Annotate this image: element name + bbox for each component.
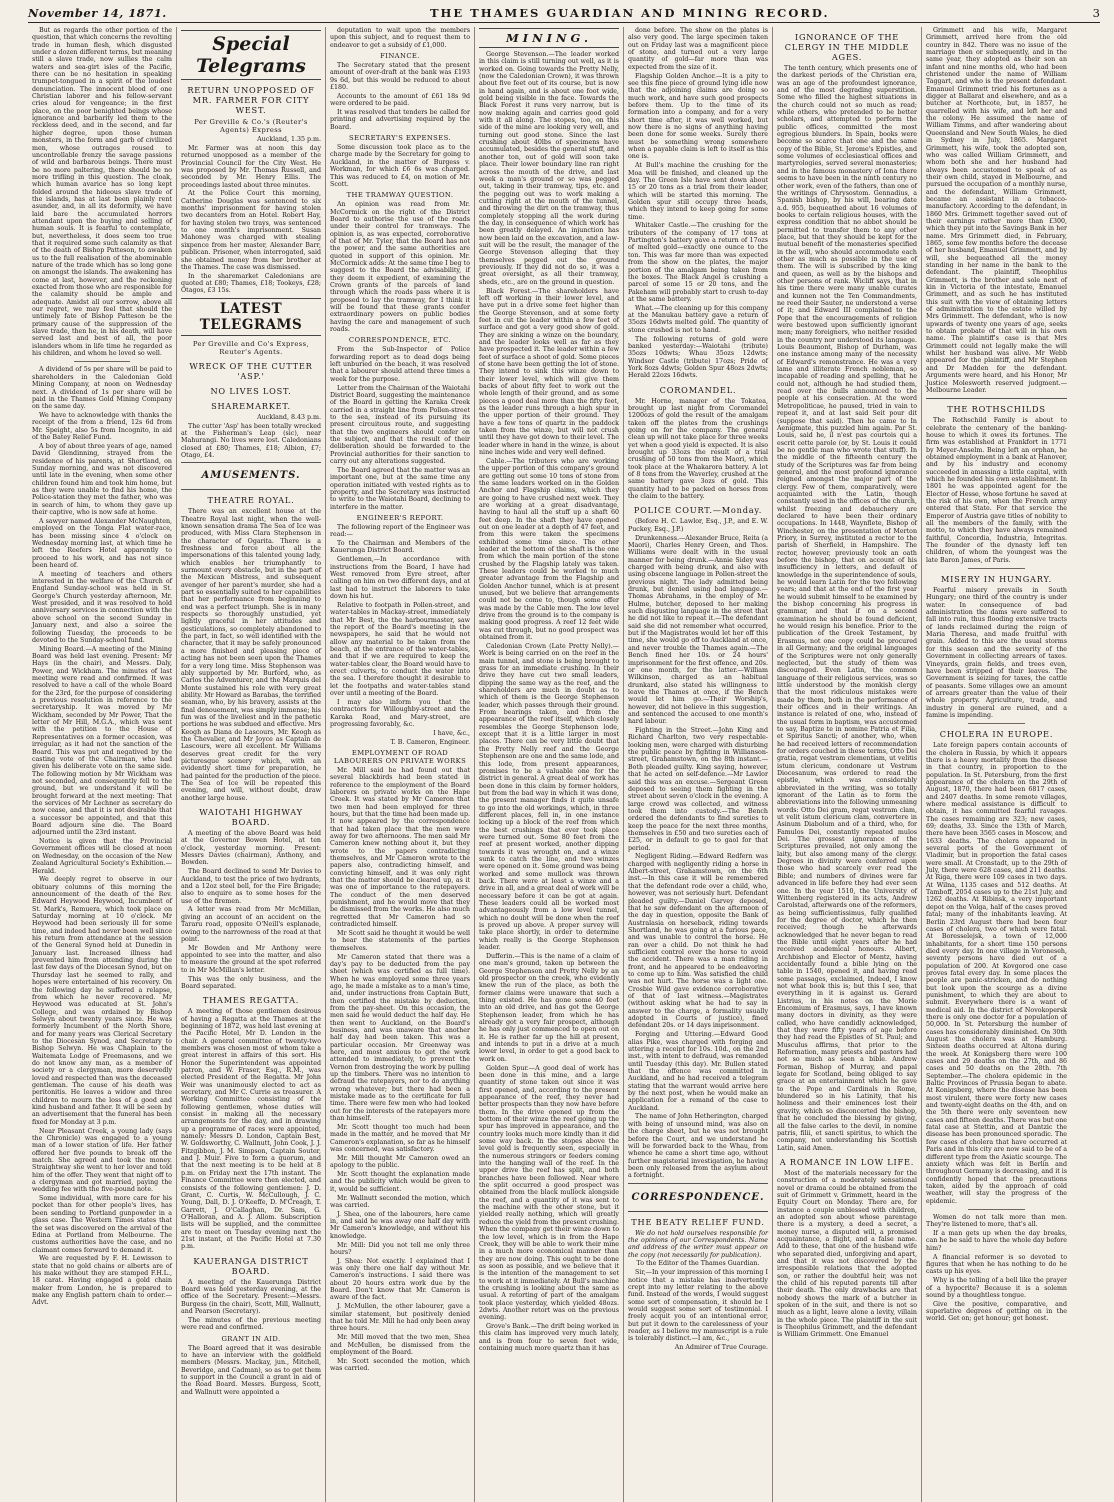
paragraph: The Board declined to send Mr Davies to Auckland, to test the price of two hydrants, and a 12oz steel bell, for the Fire Brigade; also to enquire as to some hoses for the use of the firemen. <box>181 868 321 905</box>
paragraph: From the Sub-Inspector of Police forwarding report as to dead dogs being left unburied on the beach, it was resolved that a labourer should attend three times a week for the purpose. <box>330 346 470 383</box>
paragraph: I may also inform you that the contractors for Willoughby-street and the Karaka Road, and Mary-street, are progressing favorably, &c. <box>330 698 470 728</box>
paragraph: Mr Bowden and Mr Anthony were appointed to see into the matter, and also to measure the ground at the spot referred to in Mr McMillan's letter. <box>181 944 321 974</box>
article-heading: THE BEATY RELIEF FUND. <box>631 1216 765 1227</box>
newspaper-title: THE THAMES GUARDIAN AND MINING RECORD. <box>429 6 830 20</box>
article-heading: RETURN UNOPPOSED OF MR. FARMER FOR CITY WEST. <box>187 85 315 115</box>
paragraph: If a man gets up when the day breaks, can he be said to have the whole day before him? <box>926 1230 1067 1252</box>
paragraph: Mr Cameron stated that there was a day's pay to be deducted from the pay sheet (which was certified as full time). When he was employed some three years ago, he made a mistake as to a man's time, and, under instructions from Captain Butt, then certified the mistake by deduction, from the pay-sheet. On this occasion, the men said he would deduct the half day. He then went to Auckland, on the Board's business, and was unaware that another half day had been taken. This was a particular occasion. Mr Greenway was here, and most anxious to get the work attended to immediately, to prevent the Vernon from destroying the work by pulling up the timbers. There was no intention to defraud the ratepayers, nor to do anything wrong whatever; but there had been a mistake made as to the certificate for full time. There were few men who had looked out for the interests of the ratepayers more than himself. <box>330 953 470 1123</box>
section-heading: AMUSEMENTS. <box>181 462 321 490</box>
article-heading: MISERY IN HUNGARY. <box>940 574 1053 585</box>
paragraph: J. Shea: Not exactly. I explained that I was only there one half day without Mr. Cameron's instructions. I said there was about 20 hours extra work due by the Board. Don't know that Mr. Cameron is aware of the fact. <box>330 1257 470 1302</box>
column-3 <box>326 27 475 1502</box>
section-heading: Special Telegrams <box>181 30 321 80</box>
paragraph: Grove's Bank.—The drift being worked in this claim has improved very much lately, and is from four to seven feet wide, containing much more quartz than it has <box>479 1323 619 1353</box>
sub-heading: CORRESPONDENCE, ETC. <box>348 336 452 345</box>
article-heading: WRECK OF THE CUTTER 'ASP.' <box>189 360 313 381</box>
paragraph: Black Forest.—The shareholders have left off working in their lower level, and have put in a drive some feet higher than the George Stevenson, and at some forty feet in cut the leader within a few feet of surface and got a very good show of gold. They are sinking a winze on the boundary, and the leader looks well as far as they have prospected it. The leader within a few feet of surface a shoot of gold. Some pieces of stone have been getting the lot of stone. They intend to sink this winze down to their lower level, which will give them backs of about fifty feet to work out the whole length of their ground, and as some pieces a good deal more than the fifty feet, as the leader runs through a high spur in the upper portion of their ground. They have a few tons of quartz in the paddock taken from the winze, but will not crush until they have got down to their level. The leader where in hand in the winze, is about nine inches wide and very well defined. <box>479 287 619 457</box>
dateline: An Admirer of True Courage. <box>674 1344 768 1352</box>
columns <box>28 27 1100 1502</box>
paragraph: Dufferin.—This is the name of a claim of one man's ground, taken up between the George Stephenson and Pretty Nelly by an old prospector on the creek, who evidently knew the run of the place, as both the former claims were unaware that such a thing existed. He has gone some 40 feet into an old drive, and has got the George Stephenson leader, from which he has already got a very fair prospect, although he has only just commenced to open out on it. He is rather far up the hill at present, and intends to put in a drive at a much lower level, in order to get a good back to work on. <box>479 952 619 1063</box>
paragraph: We are requested by F. H. Lewisson to state that no gold chains or alberts are of his make without they are stamped F.H.L., 18 carat. Having engaged a gold chain maker from London, he is prepared to make any English pattern chain to order.—Advt. <box>32 1255 172 1307</box>
paragraph: The Rothschild Family is about to celebrate the centenary of the banking-house to which it owes its fortunes. The firm was established at Frankfort in 1771 by Meyer-Anselm. Being left an orphan, he obtained employment in a bank at Hanover, and by his industry and economy succeeded in amassing a little capital, with which he founded his own establishment. In 1801 he was appointed agent for the Elector of Hesse, whose fortune he saved at the risk of his own, when the French army entered that State. For that service the Emperor of Austria gave titles of nobility to all the members of the family, with the motto, to which they have always remained faithful, Concordia, Industria, Integritas. The founder of the dynasty left ten children, of whom the youngest was the late Baron James, of Paris. <box>926 417 1067 564</box>
column-6 <box>773 27 922 1502</box>
column-4 <box>475 27 624 1502</box>
section-heading: LATEST TELEGRAMS <box>181 298 321 336</box>
paragraph: Grimmett and his wife, Margaret Grimmett, arrived here from the old country in 842. There was no issue of the marriage then or subsequently, and in the same year, they adopted as their son an infant and nine months old, who had been christened under the name of William Taggart, and who is the present defendant. Emanuel Grimmett tried his fortunes as a digger at Ballarat and elsewhere, and as a butcher at Northcote, but, in 1857, he quarrelled with his wife, and left her and the colony. He assumed the name of William Timms, and after wandering about Queensland and New South Wales, he died in Sydney in July, 1865. Margaret Grimmett, his wife, took the adopted son, who was called William Grimmett, and whom both she and her husband had always been accustomed to speak of as their own child, stayed in Melbourne, and pursued the occupation of a monthly nurse, and the defendant, William Grimmett, became an assistant in a tobacco-manufactory. According to the defendant, in 1860 Mrs. Grimmett together saved out of their earnings rather more than £300, which they put into the Savings Bank in her name. Mrs Grimmett died, in February, 1865, some few months before the decease of her husband, Emanuel Grimmett, and by will, she bequeathed all the money standing in her name in the bank to the defendant. The plaintiff, Theophilus Grimmett, is the brother and sole next of kin in Victoria of the intestate, Emanuel Grimmett, and as such he has instituted this suit with the view of obtaining letters of administration to the estate willed by Mrs Grimmett. The defendant, who is now upwards of twenty one years of age, seeks to obtain probate of that will in his own name. The plaintiff's case is that Mrs Grimmett could not legally make the will whilst her husband was alive. Mr Webb appeared for the plaintiff, and Mr Stephen and Dr Madden for the defendant. Arguments were heard, and his Honor, Mr Justice Molesworth reserved judgment.—Melbourne Leader. <box>926 27 1067 394</box>
section-heading: CORRESPONDENCE. <box>628 1183 768 1212</box>
paragraph: George Stevenson.—The leader worked in this claim is still turning out well, as it is worked on. Going towards the Pretty Nelly, (now the Caledonian Crown), it was thrown about five feet out of its course, but is now in hand again, and is about one foot wide, gold being visible in the face. Towards the Black Forest it runs very narrow, but is now making again and carries good gold with it all along. The stopes, too, on this side of the mine are looking very well, and turning out good stone. Since the last crushing about 40lbs of specimens have accumulated, besides the general stuff, and another ton, out of gold will soon take place. Their lower boundary line ran right across the mouth of the drive, and last week a man's ground or so was pegged out, taking in their tramway, tips, etc. and the pegging out was to work making a cutting right at the mouth of the tunnel, and throwing the dirt on the tramway, thus completely stopping all the work during the day, in consequence of which work has been greatly delayed. An injunction has now been laid on the excavation, and a law-suit will be the result, the manager of the George Stevenson alleging that they themselves pegged out the ground previously. If they did not do so, it was a great oversight, as all their tramway, sheds, etc., are on the ground in question. <box>479 51 619 286</box>
paragraph: Notice is given that the Provincial Government offices will be closed at noon on Wednesday, on the occasion of the New Zealand Agricultural Society's Exhibition.— Herald. <box>32 838 172 875</box>
paragraph: A financial reformer is so devoted to figures that when he has nothing to do he casts up his eyes. <box>926 1253 1067 1276</box>
paragraph: Flagship Golden Anchor.—It is a pity to see this fine piece of ground lying idle now that the adjoining claims are doing so much work, and have such good prospects before them. Up to the time of its formation into a company, and for a very short time after, it was well worked, but now there is no signs of anything having been done for some weeks. Surely there must be something wrong somewhere when a payable claim is left to itself as this one is. <box>628 72 768 161</box>
article-heading: CHOLERA IN EUROPE. <box>939 729 1054 740</box>
paragraph: The following report of the Engineer was read:— <box>330 523 470 539</box>
paragraph: The minutes of the previous meeting were read and confirmed. <box>181 1316 321 1332</box>
salutation: To the Editor of the Thames Guardian. <box>636 1260 760 1268</box>
dateline: Auckland, 8.43 p.m. <box>257 413 321 421</box>
paragraph: Accounts to the amount of £61 18s 9d were ordered to be paid. <box>330 92 470 108</box>
divider <box>926 398 1067 399</box>
article-heading: A ROMANCE IN LOW LIFE. <box>779 1156 915 1167</box>
paragraph: A meeting of those gentlemen desirous of having a Regatta at the Thames at the beginning of 1872, was held last evening at the Pacific Hotel, Mr D. London in the chair. A general committee of twenty-two members was chosen most of whom take a great interest in affairs of this sort. His Honor the Superintendent was appointed patron, and W. Fraser, Esq., R.M., was elected President of the Regatta. Mr John Weir was unanimously elected to act as secretary, and Mr C. Currie as treasurer. A Working Committee consisting of the following gentlemen, whose duties will consist in making all the necessary arrangements for the day, and in drawing up a programme of races were appointed, namely: Messrs D. London, Captain Best, W. Goldsworthy, C. Wallnutt, John Cook, J. J. Fitzgibbon, J. M. Simpson, Captain Souter, and J. Muir. Five to form a quorum, and that the next meeting is to be held at 8 p.m. on Friday next the 17th instant. The Finance Committee were then elected, and consists of the following gentlemen: J. D. Grant, C. Curtis, W. McCullough, J. C. Young, Dall, D. J. O'Keeffe, D. M'Creagh, T. Garrett, J. O'Callaghan, Dr. Sam, G. O'Halloran, and A. J. Allom. Subscription lists will be supplied, and the committee are to meet on Tuesday evening next the 21st instant, at the Pacific Hotel at 7.30 p.m. <box>181 1008 321 1251</box>
paragraph: At Bull's machine the crushing for the Moa will be finished, and cleaned up the day. The Green Isle have sent down about 15 or 20 tons as a trial from their leader, which will be started this morning. The Golden spur still occupy three heads, which they intend to keep going for some time. <box>628 162 768 221</box>
sub-heading: GRANT IN AID. <box>221 1334 281 1343</box>
paragraph: Cable.—The tributers who are working the upper portion of this company's ground are getting out some 10 tons of stone from the same leaders worked on in the Golden Anchor and Flagship claims, which they are going to have crushed next week. They are working at a great disadvantage, having to haul all the stuff up a shaft 60 feet deep. In the shaft they have opened out on one leader at a depth of 47 feet, and from this were taken the specimens exhibited some time since. The other leader at the bottom of the shaft is the one from which the main portion of the stone crushed by the Flagship lately was taken. These leaders could be worked to much greater advantage from the Flagship and Golden Anchor tunnel, which is at present unused, but we believe that arrangements could not be come to, though some offer was made by the Cable men. The low level drive from the ground is to the company is making good progress. A reef 12 feet wide was cut through, but no good prospect was obtained from it. <box>479 457 619 642</box>
paragraph: Mr. Scott seconded the motion, which was carried. <box>330 1357 470 1373</box>
paragraph: A meeting of the above Board was held at the Governor Bowen Hotel, at ten o'clock, yesterday morning. Present: Messrs Davies (chairman), Anthony, and Bowden. <box>181 830 321 867</box>
paragraph: J. Shea, one of the labourers, here came in, and said he was away one half day with Mr Cameron's knowledge, and without his knowledge. <box>330 1210 470 1240</box>
paragraph: Golden Spur.—A good deal of work has been done in this mine, and a large quantity of stone taken out since it was first opened, and, according to the present appearance of the reef, they never had better prospects than they now have before them. In the drive opened up from the bottom of their winze the reef going up the spur has improved in appearance, and the country looks much more kindly than it did some way back. In the stopes above the level gold is frequently seen, especially in the numerous stringers or feeders coming into the hanging wall of the reef. In the upper drive the reef has split, and both branches have been followed. Near where the split occurred a good prospect was obtained from the black mullock alongside the reef, and a quantity of it was sent to the machine with the other stone, but it yielded really nothing, which will greatly reduce the yield from the present crushing. When the company get their winze down to the low level, which is in from the Hape Creek, they will be able to work their mine in a much more economical manner than they are now doing. This ought to be done as soon as possible, and we believe that it is the intention of the management to set to work at it immediately. At Bull's machine the crushing is looking about the same as usual. A retorting of part of the amalgam took place yesterday, which yielded 48ozs. 2dwts. Another retort was on the previous evening. <box>479 1064 619 1322</box>
paragraph: Caledonian Crown (Late Pretty Nelly).—Work is being carried on on the reef in the main tunnel, and stone is being brought to grass for an immediate crushing. In their drive they have cut two small leaders, dipping the same way as the reef, and the shareholders are much in doubt as to which of them is the George Stephenson leader, which passes through their ground. From bearings taken, and from the appearance of the reef itself, which closely resembles the George Stephenson lode, except that it is a little larger in most places. There can be very little doubt that the Pretty Nelly reef and the George Stephenson are one and the same lode, and this lode, from present appearances, promises to be a valuable one for the district in general. A great deal of work has been done in this claim by former holders, but from the bad way in which it was done, the present manager finds it quite unsafe to go into the old workings, which, in three different places, fell in, in one instance locking up a block of the reef from which the best crushings that ever took place were turned out. Some 80 feet from the reef at present worked, another dipping towards it was wrought on, and a winze sunk to catch the line, and two winzes were opened on it. Some ground was being worked and some mullock was thrown back. There were at least a winze and a drive in all, and a great deal of work will be necessary before it can be got at again. These leaders could all be worked most advantageously from a low level tunnel, which no doubt will be done when the reef is proved up above. A proper survey will take place shortly, in order to determine which really is the George Stephenson leader. <box>479 643 619 952</box>
sub-heading: FINANCE. <box>380 52 420 61</box>
sub-heading: Per Greville and Co's Express, Reuter's Agents. <box>192 339 310 356</box>
article-heading: POLICE COURT.—Monday. <box>633 505 763 516</box>
paragraph: In the sharemarket Caledonians are quoted at £80; Thames, £18; Tookeys, £28; Otagos, £3 15s. <box>181 272 321 295</box>
section-heading: MINING. <box>479 28 619 48</box>
paragraph: Mr. Mill said he had found out that several blackbirds had been stated in reference to the employment of the Board laborers on private works on the Hape Creek. It was stated by Mr Cameron that two men had been employed for three hours, but that the time had been made up. It now appeared by the correspondence that had taken place that the men were away for two afternoons. The men said Mr Cameron knew nothing about it, but they wrote to the papers contradicting themselves, and Mr Cameron wrote to the papers also, contradicting himself, and convicting himself, and it was only right that the matter should be cleared up, as it was one of importance to the ratepayers. The conduct of the men deserved punishment, and he would move that they be dismissed from the works. He also much regretted that Mr Cameron had so contradicted himself. <box>330 766 470 929</box>
paragraph: Letter from the Chairman of the Waiotahi District Board, suggesting the maintenance of the Board in getting the Karaka Creek carried in a straight line from Pollen-street to the sea, instead of its pursuing its present circuitous route, and suggesting that the two engineers should confer on the subject, and that the result of their deliberation should be forwarded to the Provincial authorities for their sanction to carry out any alterations suggested. <box>330 384 470 466</box>
paragraph: Mr. Mill: Did you not tell me only three hours? <box>330 1241 470 1256</box>
paragraph: Relative to footpath in Pollen-street, and water-tables in Mackay-street, immediately that Mr Best, the the harbourmaster, saw the report of the Board's meeting in the newspapers, he said that he would not allow any material to be taken from the beach, at the entrance of the water-tables, and that if we are required to keep the water-tables clear, the Board would have to erect culverts, to conduct the water into the sea. I therefore thought it desirable to let the footpaths and water-tables stand over until a meeting of the Board. <box>330 601 470 697</box>
paragraph: At the Police Court this morning, Catherine Douglas was sentenced to six months' imprisonment for having stolen two decanters from an Hotel. Robert Hay, for having stolen two trays, was sentenced to one month's imprisonment. Susan Mahoney was charged with stealing sixpence from her master, Alexander Barr, publican. Prisoner, when interrogated, said she obtained money from her brother at the Thames. The case was dismissed. <box>181 190 321 271</box>
paragraph: A letter was read from Mr McMillan, giving an account of an accident on the Tararu road, opposite O'Neill's esplanade, owing to the narrowness of the road at that point. <box>181 906 321 943</box>
article-heading: THE ROTHSCHILDS <box>947 404 1046 415</box>
paragraph: Mr. Scott thought the explanation made and the publicity which would be given to it, would be sufficient. <box>330 1170 470 1193</box>
paragraph: Sir,—In your impression of this morning I notice that a mistake has inadvertently crept into my letter relating to the above fund. Instead of the words, I would suggest some sort of compensation, it should be I would suggest some sort of testimonial. I freely acquit you of an intentional error, but put it down to the carelessness of your reader, as I believe my manuscript is a rule is tolerably distinct.—I am, &c., <box>628 1269 768 1343</box>
divider <box>74 361 130 362</box>
paragraph: A meeting of teachers and others interested in the welfare of the Church of England Sunday-school was held in St. George's Church yesterday afternoon, Mr. West presided, and it was resolved to hold anniversary services in connection with the above school on the second Sunday in January next, and also a soiree the following Tuesday, the proceeds to be devoted to the Sunday-school fund. <box>32 570 172 644</box>
editorial-note: We do not hold ourselves responsible for the opinions of our Correspondents. Name and address of the writer must appear on the copy (not necessarily for publication). <box>628 1229 768 1259</box>
paragraph: A meeting of the Kauerunga District Board was held yesterday evening, at the office of the Secretary. Present:—Messrs. Burgess (in the chair), Scott, Mill, Wallnutt, and Pearson (Secretary). <box>181 1278 321 1315</box>
paragraph: Mr Scott said he thought it would be well to hear the statements of the parties themselves. <box>330 929 470 952</box>
dateline: Auckland, 1.35 p.m. <box>257 136 321 143</box>
paragraph: Gentlemen,—In accordance with instructions from the Board, I have had West removed from Eyre street, after calling on him on two different days, and at last had to instruct the laborers to take down his hut. <box>330 556 470 601</box>
paragraph: We deeply regret to observe in our obituary columns of this morning the announcement of the death of the Rev. Edward Heywood Heywood, Incumbent of St. Mark's, Remuera, which took place on Saturday morning at 10 o'clock. Mr Heywood had been seriously ill for some time, and indeed had never been well since his return from attendance at the session of the General Synod held at Dunedin in January last. Increased illness had prevented him from attending during the last few days of the Diocesan Synod, but on Thursday last he seemed to rally, and hopes were entertained of his recovery. On the following day he suffered a relapse, from which he never recovered. Mr Heywood was educated at St. John's College, and was ordained by Bishop Selwyn about twenty years since. He was formerly Incumbent of the North Shore, and for many years was Clerical Secretary to the Diocesan Synod, and Secretary to Bishop Selwyn. He was Chaplain to the Waitemata Lodge of Freemasons, and we do not know any man, as a member of society or a clergyman, more deservedly loved and respected than was the deceased gentleman. The cause of his death was peritonitis. He leaves a widow and three children to mourn the loss of a good and kind husband and father. It will be seen by an advertisement that the funeral has been fixed for Monday at 3 p.m. <box>32 876 172 1126</box>
divider <box>968 568 1024 569</box>
masthead <box>28 0 1100 23</box>
paragraph: The Board agreed that the matter was an important one, but at the same time any operation initiated with vested rights as to property, and the Secretary was instructed to write to the Waiotahi Board, declining to interfere in the matter. <box>330 466 470 511</box>
paragraph: The Secretary stated that the present amount of over-draft at the bank was £193 9s 6d, but this would be reduced to about £180. <box>330 62 470 92</box>
dateline: T. B. Cameron, Engineer. <box>390 738 470 746</box>
sub-heading: ENGINEER'S REPORT. <box>356 513 444 522</box>
paragraph: Near Pleasant Creek, a young lady (says the Chronicle) was engaged to a young man of a lower station of life. Her father offered her five pounds to break off the match. She agreed and took the money. Straightway she went to her lover and told him of the offer. They went that night off to a clergyman and got married, paying the wedding fee with the five-pound note. <box>32 1127 172 1194</box>
article-heading: THAMES REGATTA. <box>202 995 300 1006</box>
paragraph: Fighting in the Street.—John King and Richard Charlton, two very respectable-looking men, were charged with disturbing the public peace by fighting in Willianson-street, Grahamstown, on the 8th instant.—Both pleaded guilty. King saying, however, that he acted on self-defence.—Mr Lawlor said this was an excuse.—Sergeant Green deposed to seeing them fighting in the street about seven o'clock in the evening. A large crowd was collected, and witness took them into custody.—The Bench ordered the defendants to find sureties to keep the peace for the next three months, themselves in £50 and two sureties each of £25, or in default to go to gaol for that period. <box>628 727 768 852</box>
article-heading: KAUERANGA DISTRICT BOARD. <box>193 1255 309 1276</box>
paragraph: There was an excellent house at the Theatre Royal last night, when the well-known sensation drama The Sea of Ice was produced, with Miss Clara Stephenson in the character of Ogarita. There is a freshness and force about all the impersonations of this talented young lady, which enables her triumphantly to surmount every obstacle, but in the part of the Mexican Mistress, and subsequent avenger of her parent's murder, she had a part so essentially suited to her capabilities that her performance from beginning to end was a perfect triumph. She is in many respects so thoroughly unstudied, yet lightly graceful in her attitudes and gesticulations, so completely abandoned to the part, in fact, so well identified with the character, that it may be safely pronounced a more finished and pleasing piece of acting has not been seen upon the Thames for a very long time. Miss Stephenson was ably supported by Mr. Burford, who, as Carlos the Adventurer, and the Marquis del Monte sustained his role with very great ability. Mr Howard as Barabas, the terrified seaman, who, by his bravery, assists at the final denouement, was simply immense; his fun was of the liveliest and in the pathetic portions he was subdued and effective. Mrs Keogh as Diana de Lascours, Mr. Keogh as the Chevalier, and Mr Joyce as Captain de Lascours, were all excellent. Mr Williams deserves great credit for the very picturesque scenery which, with an evidently short time for preparation, he had painted for the production of the piece. The Sea of Ice will be repeated this evening, and will, without doubt, draw another large house. <box>181 508 321 802</box>
paragraph: The following returns of gold were banked yesterday:—Waiotahi (tribute) 35ozs 10dwts; Whau 35ozs 12dwts; Windsor Castle (tribute) 17ozs; Pride of York 8ozs 4dwts; Golden Spur 48ozs 2dwts; Herald 22ozs 16dwts. <box>628 335 768 380</box>
paragraph: What.—The cleaning up for this company at the Manukau battery gave a return of 35ozs 16dwts melted gold. The quantity of stone crushed is not to hand. <box>628 304 768 334</box>
paragraph: J. McMullen, the other labourer, gave a similar statement, but positively denied that he told Mr. Mill he had only been away three hours. <box>330 1303 470 1333</box>
column-1 <box>28 27 177 1502</box>
paragraph: Whitaker Castle.—The crushing for the tributers of the company of 17 tons at Partington's battery gave a return of 17ozs of melted gold—exactly one ounce to the ton. This was far more than was expected from the show on the plates, the major portion of the amalgam being taken from the boxes. The Black Angel is crushing a parcel of some 15 or 20 tons, and the Pakeham will probably start to crush to-day at the same battery. <box>628 222 768 303</box>
paragraph: Some individual, with more care for his pocket than for other people's lives, has been sending to Portland gunpowder in a glass case. The Western Times states that the set was discovered on the arrival of the Edina at Portland from Melbourne. The customs authorities have the case, and no claimant comes forward to demand it. <box>32 1195 172 1254</box>
paragraph: Mr. Mill thought Mr Cameron owed an apology to the public. <box>330 1154 470 1170</box>
paragraph: Mining Board.—A meeting of the Mining Board was held last evening. Present: Mr Hays (in the chair), and Messrs. Daly, Power, and Wickham. The minutes of last meeting were read and confirmed. It was resolved to have a call of the whole Board for the 23rd, for the purpose of considering a previous resolution in reference to the secretaryship. It was moved by Mr Wickham, seconded by Mr Power, That the letter of Mr Hill, M.G.A., which was sent with the petition to the House of Representatives on a former occasion, was irregular, as it had not the sanction of the Board. This was put and negatived by the casting vote of the Chairman, who had given his deliberate vote on the same side. The following motion by Mr Wickham was not seconded, and consequently fell to the ground, but we understand it will be brought forward at the next meeting: That the services of Mr Lechner as secretary do now cease, and that it is not desirable that a successor be appointed, and that this Board adjourn sine die. The Board adjourned until the 23rd instant. <box>32 645 172 837</box>
paragraph: The cutter 'Asp' has been totally wrecked at the Fisherman's Leap (sic), near Mahurangi. No lives were lost. Caledonians closed at £80; Thames, £18; Albion, £7; Otago, £4. <box>181 422 321 459</box>
paragraph: Mr. Horne, manager of the Tokatea, brought up last night from Coromandel 1200ozs of gold the result of the amalgam taken off the plates from the crushings going on for the company. The general clean up will not take place for three weeks yet when a good yield is expected. It is also brought up 33ozs the result of a trial crushing of 50 tons from the Maori, which took place at the Whakarora battery. A lot of 8 tons from the Waverley, crushed at the same battery gave 3ozs of gold. This quantity had to be packed on horses from the claim to the battery. <box>628 397 768 501</box>
paragraph: done before. The show on the plates is also very good. The large specimen taken out on Friday last was a magnificent piece of stone, and turned out a very large quantity of gold—far more than was expected from the size of it. <box>628 27 768 71</box>
article-heading: IGNORANCE OF THE CLERGY IN THE MIDDLE AGES. <box>784 32 910 62</box>
dateline: I have, &c., <box>433 729 470 737</box>
column-5 <box>624 27 773 1502</box>
paragraph: But as regards the other portion of the question, that which concerns the revolting trade in human flesh, which disgusted under a dozen different terms, but meaning still a slave trade, now sullies the calm waters and sea-girt isles of the Pacific, there can be no hesitation in speaking trumpet-tongued in a spirit of the loudest denunciation. The innocent blood of one Christian laborer and his fellow-servant cries aloud for vengeance; in the first place, on the poor benighted beings whose ignorance and barbarity led them to the reckless deed, and in the second, and far higher degree, upon those human monsters, in the form and garb of civilized men, whose outrages roused to uncontrollable frenzy the savage passions of wild and barbarous beings. There must be no more paltering, there should be no more trifling in this question. The cloak, which human avarice has so long kept folded around the hideous slave trade of the islands, has at last been plainly rent asunder, and, in all its deformity, we have laid bare the accumulated horrors attendant upon the buying and selling of human souls. It is fearful to contemplate, but, nevertheless, it does seem too true that it required some such calamity as that of the death of Bishop Patteson, to awaken us to the full realisation of the abominable nature of the trade which has so long gone on amongst the islands. The awakening has come at last, however, and the reckoning exacted from those who are responsible for the calamity should be ample and adequate. Amidst all our sorrow, above all our regret, we may feel that should the untimely fate of Bishop Patteson be the primary cause of the suppression of the slave trade, then he, in his death, will have served last and best of all, the poor islanders whom in life time he regarded as his children, and whom he loved so well. <box>32 27 172 358</box>
paragraph: The name of John Hetherington, charged with being of unsound mind, was also on the charge sheet, but he was not brought before the Court, and we understand he will be forwarded back to the Whau, from whence he came a short time ago, without further magisterial investigation, he having been only released from the asylum about a fortnight. <box>628 1113 768 1180</box>
paragraph: Give the positive, comparative, and superlative degrees of getting on in the world. Get on; get honour; get honest. <box>926 1300 1067 1323</box>
issue-date: November 14, 1871. <box>28 6 167 20</box>
sub-heading: EMPLOYMENT OF ROAD LABOURERS ON PRIVATE WORKS <box>333 748 467 765</box>
divider <box>968 1209 1024 1210</box>
article-heading: THEATRE ROYAL. <box>207 495 295 506</box>
paragraph: This was the only business, and the Board separated. <box>181 975 321 990</box>
article-heading: COROMANDEL. <box>659 384 737 395</box>
column-7 <box>922 27 1071 1502</box>
article-heading: NO LIVES LOST. <box>210 385 292 396</box>
article-heading: SHAREMARKET. <box>211 400 291 411</box>
paragraph: Late foreign papers contain accounts of the cholera in Russia, by which it appears there is a heavy mortality from the disease in that country, in proportion to the population. In St. Petersburg, from the first appearance of the cholera on the 29th of August, 1870, there had been 6817 cases, and 2407 deaths. In some remote villages, where medical assistance is difficult to obtain, it has committed fearful ravages. The cases remaining are 323; new cases, 69; deaths, 33. Since the 13th of March, there have been 3565 cases in Moscow, and 1633 deaths. The cholera appeared in several ports of the Government of Vladimir, but in proportion the fatal cases were small. At Cronstadt, up to the 29th of July, there were 628 cases, and 211 deaths. At Riga, there were 109 cases in two days. At Wilna, 1135 cases and 512 deaths. At Tamboff, 2054 cases up to the 21st July, and 1262 deaths. At Ribinsk, a very important depot on the Volga, half of the cases proved fatal; many of the inhabitants leaving. At Berlin 23rd August there had been four cases of cholera, two of which were fatal. At Boresselejsk, a town of 12,000 inhabitants, for a short time 150 persons died every day. In one village in Voroneseh, seventy persons have died out of a population of 200. At Kovgorod one case proves fatal every day. In some places the people are panic-stricken, and do nothing but look upon the scourge as a divine punishment, to which they are about to submit. Everywhere there is a want of medical aid. In the district of Novokopersk there is only one doctor for a population of 50,000. In St. Petersburg the number of cases has considerably diminished. On 30th August the cholera was at Hamburg. Sixteen deaths occurred at Altona during the week. At Konigsberg there were 100 cases and 29 deaths on the 27th, and 86 cases and 50 deaths on the 28th. 7th September.—The cholera epidemic in the Baltic Provinces of Prussia began to abate. At Konigsberg, where the disease has been most virulent, there were forty new cases and twenty-eight deaths on the 4th, and on the 5th there were only seventeen new cases and fifteen deaths. There was but one fatal case at Stettin, and at Dantzic the disease has been pronounced sporadic. The few cases of cholera that have occurred at Paris and in this city are now said to be of a different type from the Asiatic scourge. The anxiety which was felt in Berlin and throughout Germany is decreasing, and it is confidently hoped that the precautions taken, aided by the approach of cold weather, will stay the progress of the epidemic. <box>926 742 1068 1205</box>
page-number: 3 <box>1092 6 1100 20</box>
paragraph: Mr. Scott thought too much had been made in the matter, and he moved that Mr Cameron's explanation, so far as he himself was concerned, was satisfactory. <box>330 1123 470 1153</box>
sub-heading: THE TRAMWAY QUESTION. <box>346 191 454 200</box>
paragraph: The Board agreed that it was desirable to have an interview with the goldfield members (Messrs. Mackay, jun., Mitchell, Beveridge, and Cadman), so as to get them to support in the Council a grant in aid of the Road Board. Messrs. Burgess, Scott, and Wallnutt were appointed a <box>181 1344 321 1396</box>
article-heading: WAIOTAHI HIGHWAY BOARD. <box>199 807 303 828</box>
paragraph: Fearful misery prevails in South Hungary; one third of the country is under water. In consequence of bad administration the dams were suffered to fall into ruin, thus flooding extensive tracts of lands reclaimed during the reign of Maria Theresa, and made fruitful with grain. Added to this are the usual storms for this season and the severity of the Government in collecting arrears of taxes. Vineyards, grain fields, and trees even, have been stripped of their leaves. The Government is seizing for taxes, the cattle of peasants. Some villages owe an amount of arrears greater than the value of their whole property. Agriculture, trade, and industry in general are ruined, and a famine is impending. <box>926 587 1067 719</box>
paragraph: A dividend of 5s per share will be paid to shareholders in the Caledonian Gold Mining Company, at noon on Wednesday next. A dividend of 1s per share will be paid in the Thames Gold Mining Company on the same day. <box>32 366 172 411</box>
paragraph: Negligent Riding.—Edward Redfern was charged with negligently riding a horse in Albert-street, Grahamstown, on the 6th inst.—In this case it will be remembered that the defendant rode over a child, who, however, was not seriously hurt. Defendant pleaded guilty.—Daniel Garvey deposed, that he saw defendant on the afternoon of the day in question, opposite the Bank of Australasia on horseback, riding towards Shortland, he was going at a furious pace, and was unable to control the horse. He ran over a child. Do not think he had sufficient control over the horse to avoid the accident. There was a man riding in front, and he appeared to be endeavoring to come up to him. Was satisfied the child was not hurt. The horse was a light one. Crosbie Wild gave evidence corroborative of that of last witness.—Magistrates (without asking what he had to say in answer to the charge, a formality usually adopted in Courts of justice), fined defendant 20s. or 14 days imprisonment. <box>628 853 768 1030</box>
paragraph: Women do not talk more than men. They're listened to more, that's all. <box>926 1213 1067 1229</box>
paragraph: We have to acknowledge with thanks the receipt of the from a friend, 12s 6d from Mr. Speight, also 5s from Incognito, in aid of the Batey Relief Fund. <box>32 412 172 442</box>
paragraph: A boy of about three years of age, named David Glendinning, strayed from the residence of his parents, at Shortland, on Sunday morning, and was not discovered until late in the evening, when some other children found him and took him home, but as they were unable to find his home, the Police-station they met the father, who was in search of him, to whom they gave up their captive, who is now safe at home. <box>32 442 172 516</box>
column-2 <box>177 27 326 1502</box>
paragraph: The tenth century, which presents one of the darkest periods of the Christian era, was an age of the profoundest ignorance, and of the most degrading superstition. Some who filled the highest situations in the church could not so much as read; while others, who pretended to be better scholars, and attempted to perform the public offices, committed the most egregious blunders. In Spain, books were become so scarce that one and the same copy of the Bible, St. Jerome's Epistles, and some volumes of ecclesiastical offices and martyrologies, served several monasteries; and in the famous monastery of Iona there seems to have been in the ninth century no other work, even of the fathers, than one of the writings of Chrysostom. Gennadius, a Spanish bishop, by his will, bearing date a.d. 955, bequeathed about 16 volumes of books to certain religious houses, with the express condition that no abbot should be permitted to transfer them to any other place, but that they should be kept for the mutual benefit of the monasteries specified in the will, who should accommodate each other as much as possible in the use of them. The will is subscribed by the king and queen, as well as by the bishops and other persons of rank. Wicliff says, that in his time there were many unable curates and kunnen not the Ten Commandments, ne reed their Sauter, ne understond a verse of it; and Edward III complained to the Pope that the encouragements of religion were bestowed upon sufficiently ignorant men; many foreigners, who neither resided in the country nor understood its language. Louis Beaumont, Bishop of Durham, was one instance among many of the necessity of Edward's remonstrance. He was a very lame and illiterate French nobleman, so incapable of reading and spelling, that he could not, although he had studied them, read over the bulls announced to the people at his consecration. At the word Metropoliticae, he paused, tried in vain to repeat it, and at last said Seit pour dit (suppose that said). Then he came to In Aenigmate, this puzzled him again. Par St. Louis, said he, il n'est pas courtois qui a escrit cette parole (or, by St. Louis it could be no gentle man who wrote that stuff). In the middle of the fifteenth century the study of the Scriptures was far from being general, and the most profound ignorance reigned amongst the major part of the clergy. Few of them, comparatively, were acquainted with the Latin, though constantly used in the offices of the church, whilst freezing and debauchery are declared to have been their ordinary occupations. In 1448, Waynflete, Bishop of Winchester, on the presentation of Merton Priory, in Surrey, instituted a rector to the parish of Sherfield, in Hampshire. The rector, however, previously took an oath before the bishop, that on account of his insufficiency in letters, and default of knowledge in the superintendence of souls, he would learn Latin for the two following years; and that at the end of the first year he would submit himself to be examined by the bishop concerning his progress in grammar, and that if on a second examination he should be found deficient, he would resign his benefice. Prior to the publication of the Greek Testament, by Erasmus, not one copy could be procured in all Germany; and the original languages of the Scriptures were not only generally neglected, but the study of them was discouraged. Even Latin, the common language of their religious services, was so little understood by the monkish clergy that the most ridiculous mistakes were made by them, both in the performance of their offices and in their writings. An instance is related of one, who, instead of the usual form in baptism, was accustomed to say, Baptize te in nomine Patria et Filia, et Spiritus Sancti; of another, who, when he had received letters of recommendation for orders couched in these terms, Otto Dei gratia, regat vestram clementiam, ut velitis istum clericum, condonare ut Vestrum Diocesanum, was ordered to read the epistle, which was considerably abbreviated in the writing, was so totally ignorant of the Latin as to form the abbreviations into the following unmeaning words: Otto Dei gram, regat vestram clam, ut velit istum clericum clam, convertere in Asinum Diabolum and of a third, who, for Famulos Dei, constantly repeated mulos Dei. The grossest ignorance of the Scriptures prevailed, not only among the laity, but also among many of the clergy. Degrees in divinity were conferred upon those who had scarcely ever read the Bible; and numbers of divines were far advanced in life before they had ever seen one. In the year 1510, the University of Wittenberg registered in its acts, Andrew Carolstad, afterwards one of the reformers, as being sufficientissimus, fully qualified for the degree of doctor, which he then received; though he afterwards acknowledged that he never began to read the Bible until eight years after he had received academical honours. Albert, Archbishop and Elector of Mentz, having accidentally found a bible lying on the table in 1540, opened it, and having read some passages, exclaimed, Indeed, I know not what book this is; but this I see, that everything in it is against us. Gerard Listrius, in his notes on the Morie Encomium of Erasmus, says, I have known many doctors in divinity, as they were called, who have candidly acknowledged, that they were fifty years of age before they had read the Epistles of St. Paul; and Musculus affirms, that prior to the Reformation, many priests and pastors had not so much as seen a bible. Andrew Forman, Bishop of Murray, and papal legate for Scotland, being obliged to say grace at an entertainment which he gave to the Pope and Cardinals in Rome, blundered so in his Latinity, that his holiness and their eminences lost their gravity, which so disconcerted the bishop, that he concluded the blessing by giving, all the false carles to the devil, in nomine patris, filii, et sancti spiritus, to which the company, not understanding his Scottish Latin, said Amen. <box>777 65 917 1152</box>
paragraph: Drunkenness.—Alexander Bruce, Reita (a Maori), Charles Henry Green, and Thos. Williams were dealt with in the usual manner for being drunk.—Annie Sidey was charged with being drunk, and also with using obscene language in Pollen-street the previous night. The lady admitted being drunk, but denied using bad language.—Thomas Abrahams, in the employ of Mr. Hulme, butcher, deposed to her making such disgusting language in the street that he did not like to repeat it.—The defendant said she did not remember what occurred, but if the Magistrates would let her off this time, she would go off to Auckland at once, and never trouble the Thames again.—The Bench fined her 10s. or 24 hours' imprisonment for the first offence, and 20s. or one month, for the latter.—William Wilkinson, charged as an habitual drunkard, also stated his willingness to leave the Thames at once, if the Bench would let him go.—Their Worship's, however, did not believe in this suggestion, and sentenced the accused to one month's hard labour. <box>628 534 768 726</box>
paragraph: Some discussion took place as to the charge made by the Secretary for going to Auckland, in the matter of Burgess v. Workman, for which £6 6s was charged. This was reduced to £4, on motion of Mr. Scott. <box>330 144 470 188</box>
paragraph: deputation to wait upon the members upon this subject, and to request them to endeavor to get a subsidy of £1,000. <box>330 27 470 49</box>
paragraph: Most of the materials necessary for the construction of a moderately sensational novel or drama could be obtained from the suit of Grimmett v. Grimmett, heard in the Equity Court on Monday. There are, for instance a couple unblessed with children, an adopted son about whose parentage there is a mystery, a deed a secret, a money nurse, a disputed will, a promised acquaintance, a flight, and a false name. Add to these, that one of the husband wife who separated died, unforgiving and apart, and that it was not discovered by the irresponsible relations that the adopted son, or rather the doubtful heir, was not the child of his reputed parents till after their death. The only drawbacks are that nobody shows the mark of a butcher in spoken of in the suit, and there is not so much as a light, leave alone a levity, villain in the whole piece. The plaintiff in the suit is Theophilus Grimmett, and the defendant is William Grimmett. One Emanuel <box>777 1169 917 1339</box>
paragraph: To the Chairman and Members of the Kauerunga District Board. <box>330 540 470 555</box>
paragraph: It was resolved that tenders be called for printing and advertising required by the Board. <box>330 109 470 131</box>
sub-heading: SECRETARY'S EXPENSES. <box>349 134 451 143</box>
paragraph: Mr. Farmer was at noon this day returned unopposed as a member of the Provincial Council for the City West. He was proposed by Mr. Thomas Russell, and seconded by Mr. Henry Ellis. The proceedings lasted about three minutes. <box>181 144 321 189</box>
paragraph: Mr. Wallnutt seconded the motion, which was carried. <box>330 1194 470 1209</box>
paragraph: Forging and Uttering.—Edward Good alias Pike, was charged with forging and uttering a receipt for 10s. 10d., on the 2nd inst., with intent to defraud, was remanded until Tuesday (this day). Mr. Bullen stated that the offence was committed in Auckland, and he had received a telegram stating that the warrant would arrive here by the next post, when he would make an application for a remand of the case to Auckland. <box>628 1031 768 1112</box>
paragraph: Mr. Mill moved that the two men, Shea and McMullen, be dismissed from the employment of the Board. <box>330 1334 470 1356</box>
sub-heading: Per Greville & Co.'s (Reuter's Agents) Express <box>194 118 308 134</box>
paragraph: A sawyer named Alexander McNaughten, employed on the Tonga Flat water-race, has been missing since 4 o'clock on Wednesday morning last, at which time he left the Reefers Hotel apparently to proceed to his work, and has not since been heard of. <box>32 517 172 569</box>
divider <box>968 723 1024 724</box>
paragraph: Why is the tolling of a bell like the prayer of a hypocrite? Because it is a solemn sound by a thoughtless tongue. <box>926 1277 1067 1299</box>
paragraph: An opinion was read from Mr. McCormick on the right of the District Board to authorise the use of the roads under their control for tramways. The opinion is, as was expected, corroborative of that of Mr. Tyler, that the Board has not the power, and the same authorities are quoted in support of this opinion. Mr. McCormick adds: At the same time I beg to suggest to the Board the advisability, if they deem it expedient, of examining the Crown grants of the parcels of land through which the roads pass where it is proposed to lay the tramway, for I think it will be found that these grants confer extraordinary powers on public bodies having the care and management of such roads. <box>330 201 470 334</box>
paragraph: (Before H. C. Lawlor, Esq., J.P., and E. W. Puckey, Esq., J.P.) <box>628 518 768 533</box>
